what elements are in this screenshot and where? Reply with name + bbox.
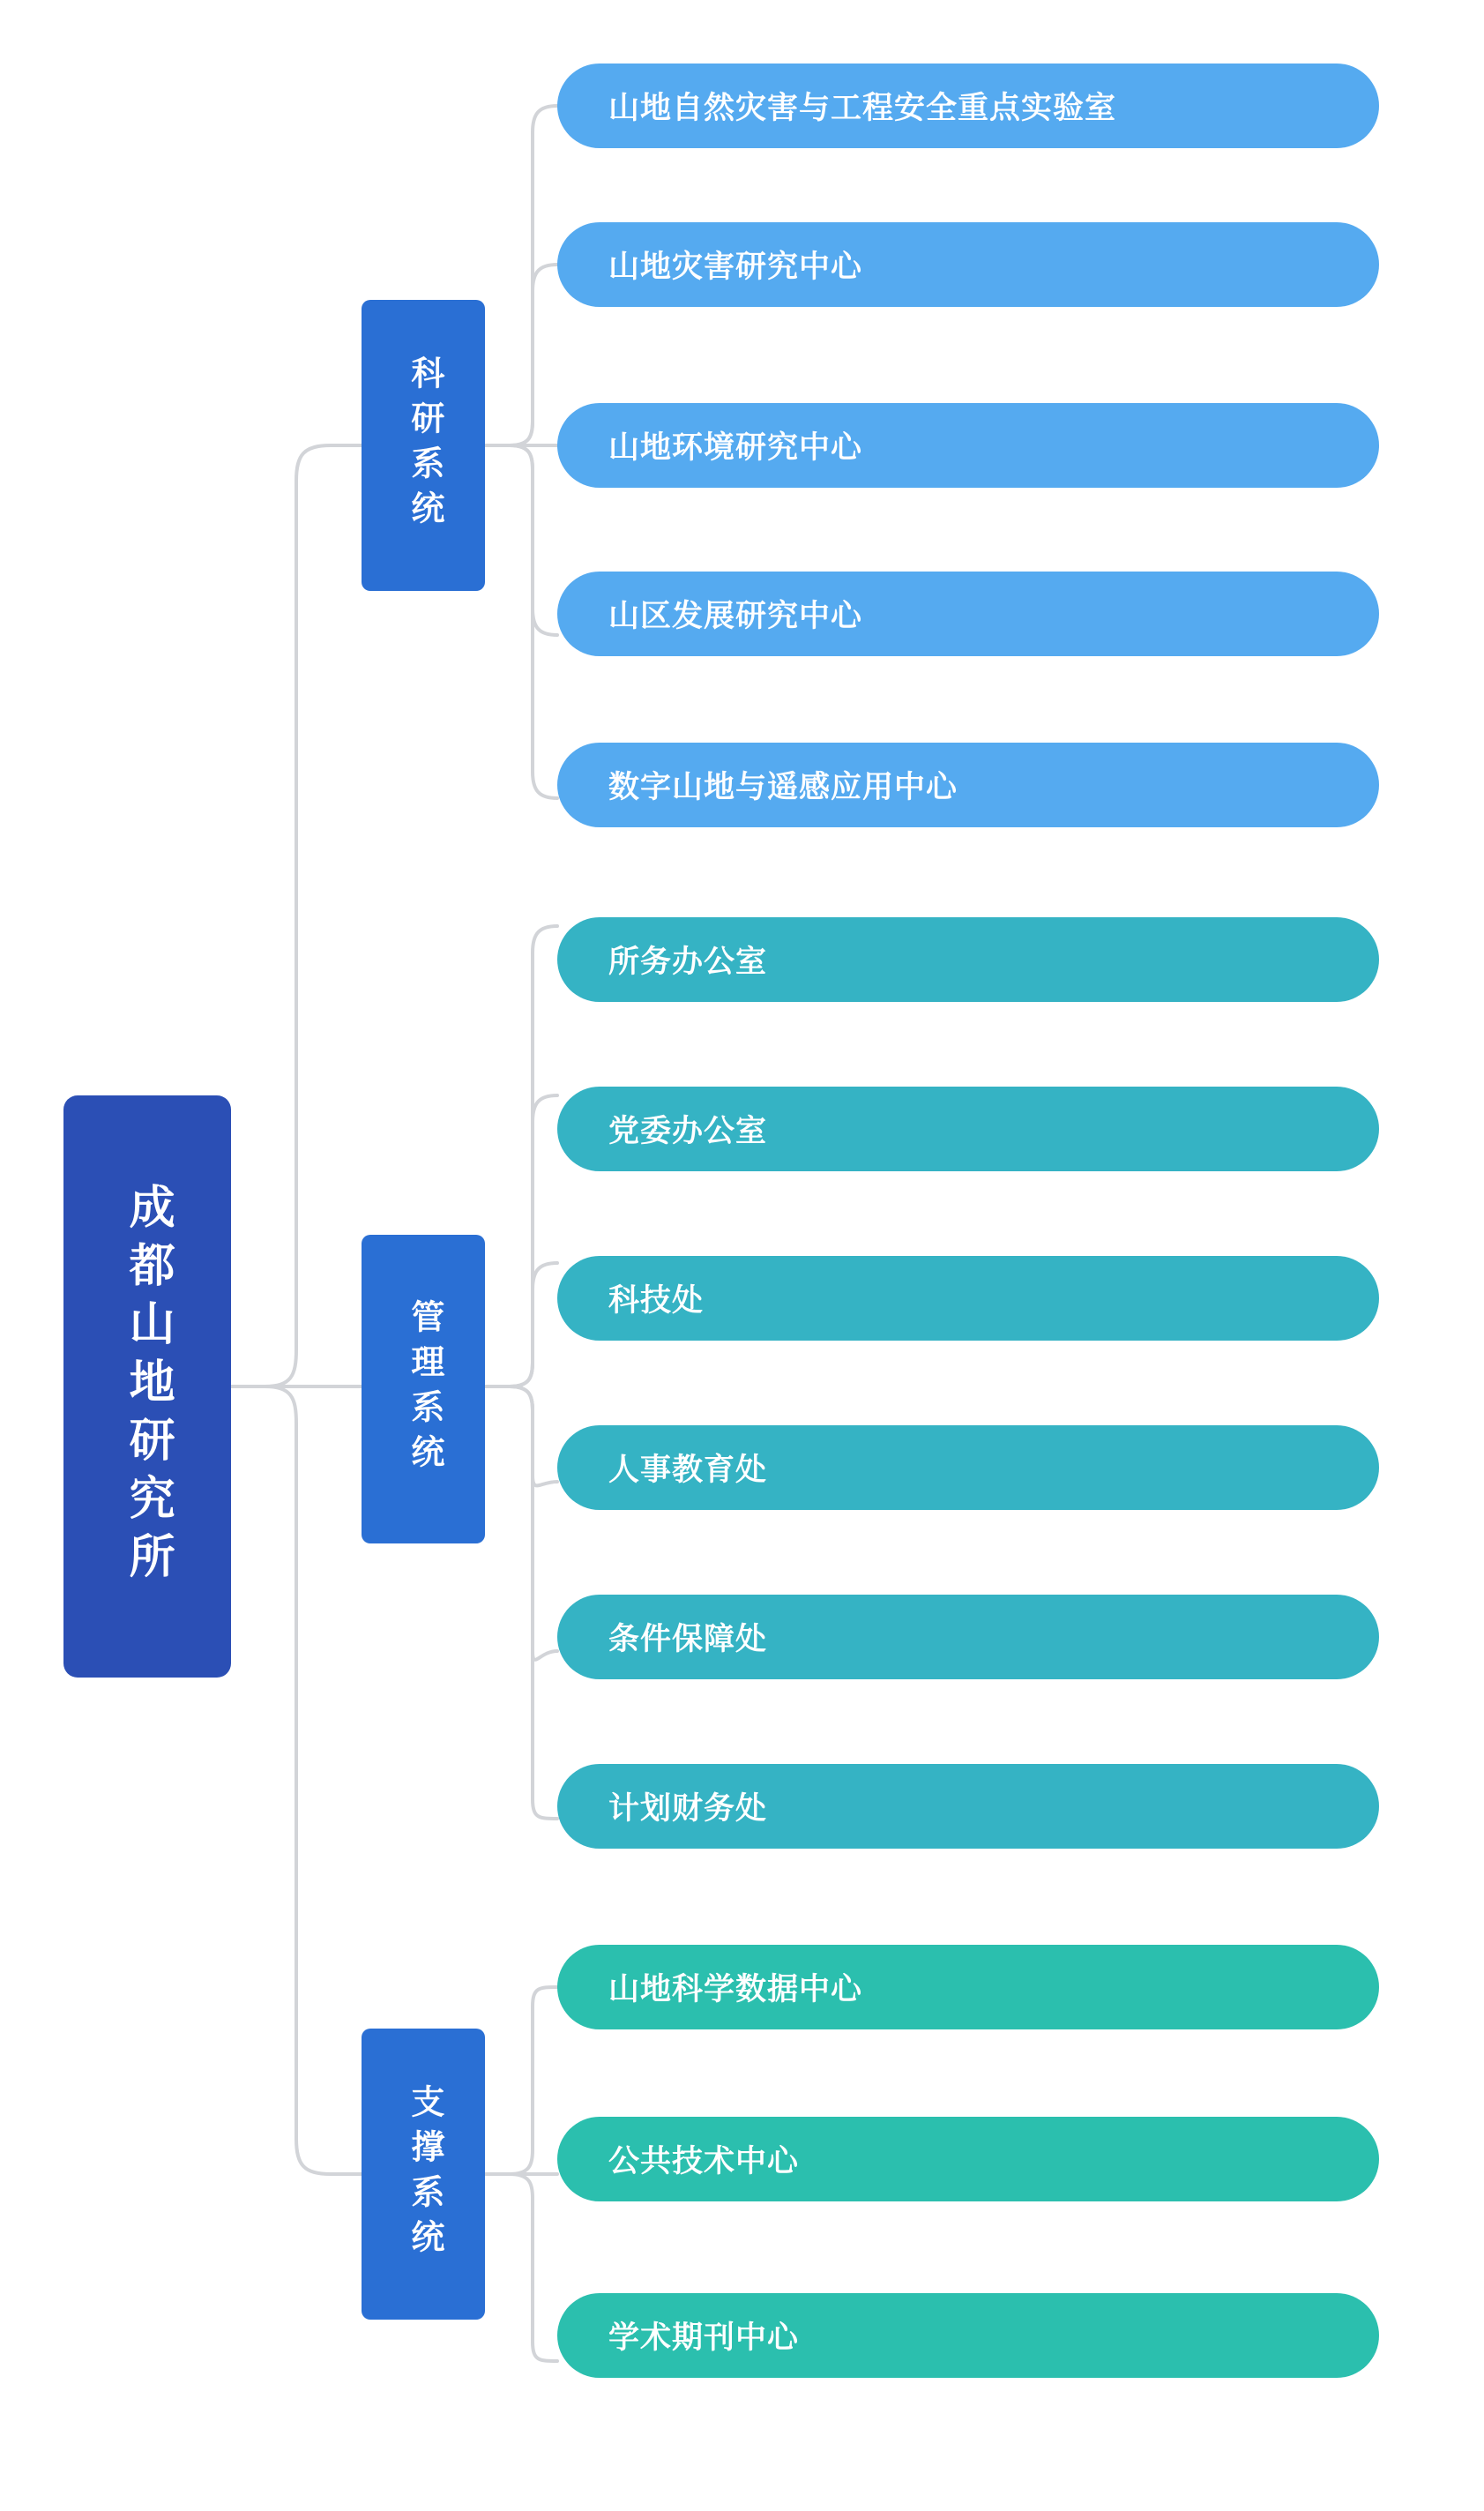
root-node[interactable] (63, 1095, 231, 1678)
group-node-label: 管理系统 (405, 1299, 443, 1479)
leaf-node[interactable]: 公共技术中心 (557, 2117, 1379, 2201)
leaf-node[interactable]: 数字山地与遥感应用中心 (557, 743, 1379, 827)
group-node-research[interactable] (362, 300, 485, 591)
leaf-node[interactable]: 山地灾害研究中心 (557, 222, 1379, 307)
group-node-management[interactable] (362, 1235, 485, 1543)
group-node-label: 科研系统 (405, 355, 443, 535)
leaf-node[interactable]: 所务办公室 (557, 917, 1379, 1002)
leaf-node[interactable]: 计划财务处 (557, 1764, 1379, 1849)
leaf-node[interactable]: 山地科学数据中心 (557, 1945, 1379, 2029)
root-node-label: 成都山地研究所 (122, 1183, 174, 1590)
group-node-label: 支撑系统 (405, 2084, 443, 2264)
leaf-node[interactable]: 党委办公室 (557, 1087, 1379, 1171)
leaf-node[interactable]: 科技处 (557, 1256, 1379, 1341)
leaf-node[interactable]: 山地自然灾害与工程安全重点实验室 (557, 64, 1379, 148)
leaf-node[interactable]: 条件保障处 (557, 1595, 1379, 1679)
group-node-support[interactable] (362, 2029, 485, 2320)
leaf-node[interactable]: 山地环境研究中心 (557, 403, 1379, 488)
leaf-node[interactable]: 人事教育处 (557, 1425, 1379, 1510)
leaf-node[interactable]: 山区发展研究中心 (557, 572, 1379, 656)
leaf-node[interactable]: 学术期刊中心 (557, 2293, 1379, 2378)
